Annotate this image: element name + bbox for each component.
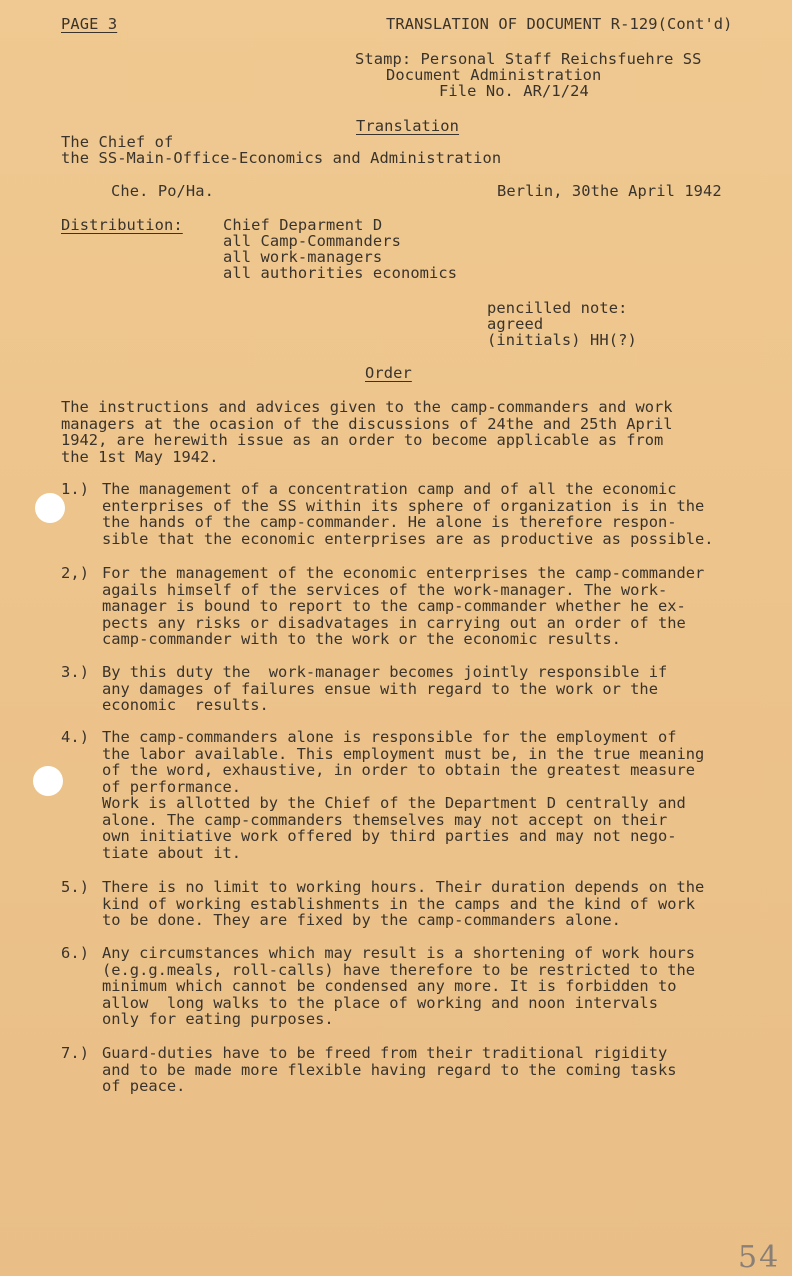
item-number: 4.) <box>61 728 90 746</box>
distribution-item: all authorities economics <box>223 264 458 282</box>
item-number: 3.) <box>61 663 90 681</box>
item-number: 6.) <box>61 944 90 962</box>
distribution-item: Chief Deparment D <box>223 216 383 234</box>
item-number: 1.) <box>61 480 90 498</box>
stamp-line-1: Stamp: Personal Staff Reichsfuehre SS <box>355 50 702 68</box>
item-text: For the management of the economic enterprises the camp-commander agails himself of the services of the work-manager. The work- manager is bound to report to the camp-commander whether he ex- pects any risks or disadvatages in carrying out an order of the camp-commander with to the work or the economic results. <box>102 564 705 648</box>
item-text: Guard-duties have to be freed from their traditional rigidity and to be made more flexible having regard to the coming tasks of peace. <box>102 1044 677 1095</box>
order-heading: Order <box>365 364 412 382</box>
item-text: The camp-commanders alone is responsible for the employment of the labor available. This employment must be, in the true meaning of the word, exhaustive, in order to obtain the greatest measure of performance. Work is allotted by the Chief of the Department D centrally and alone. The camp-commanders themselves may not accept on their own initiative work offered by third parties and may not nego- tiate about it. <box>102 728 705 862</box>
translation-title: TRANSLATION OF DOCUMENT R-129(Cont'd) <box>386 15 733 33</box>
distribution-label: Distribution: <box>61 216 183 234</box>
distribution-item: all Camp-Commanders <box>223 232 401 250</box>
reference: Che. Po/Ha. <box>111 182 215 200</box>
place-date: Berlin, 30the April 1942 <box>497 182 722 200</box>
pencilled-note-line-3: (initials) HH(?) <box>487 331 637 349</box>
sender-line-2: the SS-Main-Office-Economics and Administration <box>61 149 502 167</box>
item-number: 5.) <box>61 878 90 896</box>
stamp-line-3: File No. AR/1/24 <box>439 82 589 100</box>
item-text: Any circumstances which may result is a shortening of work hours (e.g.g.meals, roll-calls) have therefore to be restricted to the minimum which cannot be condensed any more. It is forbidden to allow long walks to the place of working and noon intervals only for eating purposes. <box>102 944 696 1028</box>
item-text: There is no limit to working hours. Their duration depends on the kind of working establishments in the camps and the kind of work to be done. They are fixed by the camp-commanders alone. <box>102 878 705 929</box>
pencilled-note-line-2: agreed <box>487 315 544 333</box>
sender-line-1: The Chief of <box>61 133 174 151</box>
translation-heading: Translation <box>356 117 460 135</box>
pencilled-note-line-1: pencilled note: <box>487 299 628 317</box>
distribution-item: all work-managers <box>223 248 383 266</box>
item-number: 7.) <box>61 1044 90 1062</box>
folio-number: 54 <box>738 1240 781 1275</box>
punch-hole <box>35 493 65 523</box>
item-text: The management of a concentration camp and of all the economic enterprises of the SS within its sphere of organization is in the the hands of the camp-commander. He alone is therefore respon- sible that the economic enterprises are as productive as possible. <box>102 480 714 548</box>
item-text: By this duty the work-manager becomes jointly responsible if any damages of failures ensue with regard to the work or the economic results. <box>102 663 668 714</box>
item-number: 2,) <box>61 564 90 582</box>
page-label: PAGE 3 <box>61 15 118 33</box>
intro-paragraph: The instructions and advices given to the camp-commanders and work managers at the ocasion of the discussions of 24the and 25th April 1942, are herewith issue as an order to become applicable as from the 1st May 1942. <box>61 398 673 466</box>
stamp-line-2: Document Administration <box>386 66 602 84</box>
punch-hole <box>33 766 63 796</box>
bottom-edge <box>0 1276 792 1287</box>
